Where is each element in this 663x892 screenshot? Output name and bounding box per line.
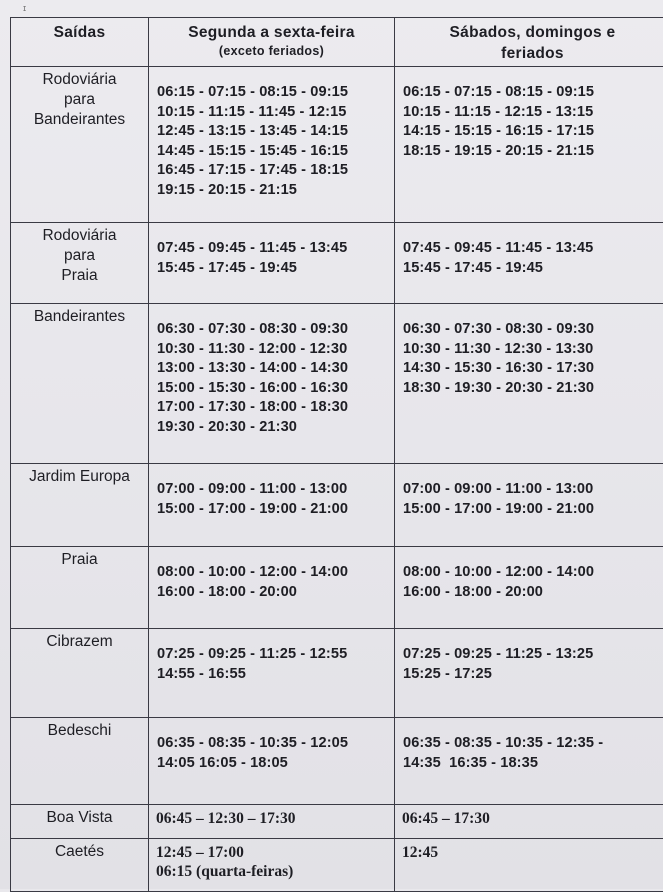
time-line: 06:15 - 07:15 - 08:15 - 09:15 <box>157 83 394 103</box>
time-line: 07:25 - 09:25 - 11:25 - 13:25 <box>403 645 663 665</box>
paper-mark: ɪ <box>23 3 26 13</box>
time-line: 18:30 - 19:30 - 20:30 - 21:30 <box>403 379 663 399</box>
time-line: 06:35 - 08:35 - 10:35 - 12:35 - <box>403 734 663 754</box>
weekday-times <box>149 304 395 464</box>
weekend-times <box>395 718 663 805</box>
departure-origin <box>11 839 149 892</box>
time-line: 14:05 16:05 - 18:05 <box>157 754 394 774</box>
origin-text: Caetés <box>11 842 148 862</box>
origin-text: Bandeirantes <box>11 110 148 130</box>
time-line: 16:00 - 18:00 - 20:00 <box>403 583 663 603</box>
weekday-times <box>149 718 395 805</box>
schedule-row <box>11 464 663 547</box>
origin-text: para <box>11 90 148 110</box>
origin-text: Cibrazem <box>11 632 148 652</box>
origin-text: para <box>11 246 148 266</box>
origin-text: Bandeirantes <box>11 307 148 327</box>
time-line: 07:25 - 09:25 - 11:25 - 12:55 <box>157 645 394 665</box>
time-line: 15:45 - 17:45 - 19:45 <box>403 259 663 279</box>
time-line: 19:30 - 20:30 - 21:30 <box>157 418 394 438</box>
time-line: 06:30 - 07:30 - 08:30 - 09:30 <box>403 320 663 340</box>
weekend-times <box>395 805 663 839</box>
weekend-times <box>395 629 663 718</box>
time-line: 10:30 - 11:30 - 12:00 - 12:30 <box>157 340 394 360</box>
time-line: 12:45 <box>402 843 663 862</box>
schedule-body <box>11 67 663 892</box>
weekday-times <box>149 67 395 223</box>
origin-text: Jardim Europa <box>11 467 148 487</box>
header-row <box>11 18 663 67</box>
origin-text: Rodoviária <box>11 70 148 90</box>
bus-schedule-table <box>10 17 663 892</box>
weekday-times <box>149 223 395 304</box>
schedule-row <box>11 67 663 223</box>
time-line: 10:15 - 11:15 - 12:15 - 13:15 <box>403 103 663 123</box>
weekend-times <box>395 547 663 629</box>
departure-origin <box>11 67 149 223</box>
time-line: 10:30 - 11:30 - 12:30 - 13:30 <box>403 340 663 360</box>
schedule-row <box>11 629 663 718</box>
schedule-row <box>11 304 663 464</box>
time-line: 06:15 - 07:15 - 08:15 - 09:15 <box>403 83 663 103</box>
time-line: 14:30 - 15:30 - 16:30 - 17:30 <box>403 359 663 379</box>
weekday-times <box>149 464 395 547</box>
time-line: 07:45 - 09:45 - 11:45 - 13:45 <box>157 239 394 259</box>
time-line: 06:45 – 12:30 – 17:30 <box>156 809 394 828</box>
schedule-row <box>11 718 663 805</box>
header-departures: Saídas <box>11 18 149 67</box>
departure-origin <box>11 805 149 839</box>
time-line: 15:00 - 17:00 - 19:00 - 21:00 <box>157 500 394 520</box>
weekend-times <box>395 304 663 464</box>
time-line: 08:00 - 10:00 - 12:00 - 14:00 <box>157 563 394 583</box>
time-line: 06:45 – 17:30 <box>402 809 663 828</box>
schedule-row <box>11 547 663 629</box>
departure-origin <box>11 629 149 718</box>
time-line: 14:15 - 15:15 - 16:15 - 17:15 <box>403 122 663 142</box>
weekend-times <box>395 67 663 223</box>
origin-text: Boa Vista <box>11 808 148 828</box>
time-line: 17:00 - 17:30 - 18:00 - 18:30 <box>157 398 394 418</box>
origin-text: Rodoviária <box>11 226 148 246</box>
header-weekdays: Segunda a sexta-feira (exceto feriados) <box>149 18 395 67</box>
header-weekend: Sábados, domingos e feriados <box>395 18 663 67</box>
weekend-times <box>395 839 663 892</box>
time-line: 15:45 - 17:45 - 19:45 <box>157 259 394 279</box>
time-line: 12:45 - 13:15 - 13:45 - 14:15 <box>157 122 394 142</box>
time-line: 07:45 - 09:45 - 11:45 - 13:45 <box>403 239 663 259</box>
time-line: 10:15 - 11:15 - 11:45 - 12:15 <box>157 103 394 123</box>
schedule-row <box>11 839 663 892</box>
time-line: 07:00 - 09:00 - 11:00 - 13:00 <box>403 480 663 500</box>
departure-origin <box>11 718 149 805</box>
weekend-times <box>395 464 663 547</box>
departure-origin <box>11 223 149 304</box>
schedule-row <box>11 805 663 839</box>
time-line: 15:00 - 15:30 - 16:00 - 16:30 <box>157 379 394 399</box>
time-line: 06:30 - 07:30 - 08:30 - 09:30 <box>157 320 394 340</box>
time-line: 18:15 - 19:15 - 20:15 - 21:15 <box>403 142 663 162</box>
departure-origin <box>11 304 149 464</box>
time-line: 06:15 (quarta-feiras) <box>156 862 394 881</box>
time-line: 15:25 - 17:25 <box>403 665 663 685</box>
time-line: 15:00 - 17:00 - 19:00 - 21:00 <box>403 500 663 520</box>
time-line: 14:35 16:35 - 18:35 <box>403 754 663 774</box>
time-line: 14:45 - 15:15 - 15:45 - 16:15 <box>157 142 394 162</box>
time-line: 07:00 - 09:00 - 11:00 - 13:00 <box>157 480 394 500</box>
departure-origin <box>11 547 149 629</box>
weekday-times <box>149 547 395 629</box>
schedule-row <box>11 223 663 304</box>
time-line: 06:35 - 08:35 - 10:35 - 12:05 <box>157 734 394 754</box>
time-line: 16:00 - 18:00 - 20:00 <box>157 583 394 603</box>
time-line: 16:45 - 17:15 - 17:45 - 18:15 <box>157 161 394 181</box>
origin-text: Bedeschi <box>11 721 148 741</box>
weekend-times <box>395 223 663 304</box>
origin-text: Praia <box>11 550 148 570</box>
weekday-times <box>149 805 395 839</box>
weekday-times <box>149 839 395 892</box>
weekday-times <box>149 629 395 718</box>
time-line: 12:45 – 17:00 <box>156 843 394 862</box>
departure-origin <box>11 464 149 547</box>
time-line: 13:00 - 13:30 - 14:00 - 14:30 <box>157 359 394 379</box>
origin-text: Praia <box>11 266 148 286</box>
time-line: 19:15 - 20:15 - 21:15 <box>157 181 394 201</box>
time-line: 14:55 - 16:55 <box>157 665 394 685</box>
time-line: 08:00 - 10:00 - 12:00 - 14:00 <box>403 563 663 583</box>
